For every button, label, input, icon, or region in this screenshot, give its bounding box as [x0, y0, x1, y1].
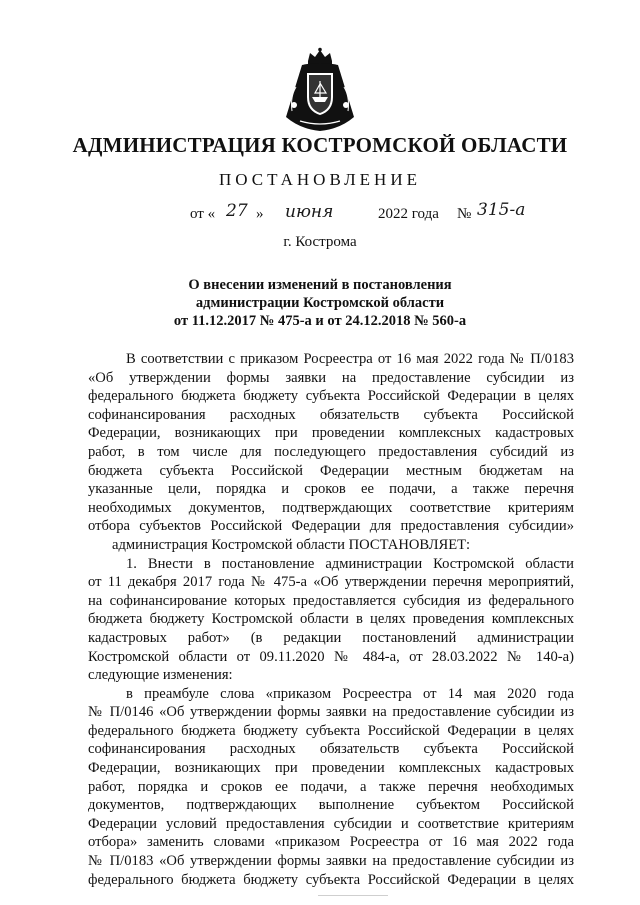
body-line: федерального бюджета бюджету субъекта Российской Федерации в целях [88, 388, 574, 405]
number-prefix: № [457, 206, 472, 222]
coat-of-arms-icon [280, 47, 360, 133]
body-line: 1. Внести в постановление администрации Костромской области [126, 555, 574, 572]
body-line: следующие изменения: [88, 667, 233, 684]
body-line: бюджета субъекта Российской Федерации местным бюджетам на [88, 462, 574, 479]
date-line [0, 200, 640, 230]
body-line: № П/0146 «Об утверждении формы заявки на предоставление субсидии из [88, 704, 574, 721]
body-line: софинансирования расходных обязательств субъекта Российской [88, 741, 574, 758]
document-body [88, 350, 574, 889]
body-line: № П/0183 «Об утверждении формы заявки на предоставление субсидии из [88, 853, 574, 870]
document-title [0, 276, 640, 330]
body-line: администрация Костромской области ПОСТАНОВЛЯЕТ: [112, 536, 471, 553]
body-line: «Об утверждении формы заявки на предоставление субсидии из [88, 369, 574, 386]
body-line: отбора субъектов Российской Федерации для предоставления субсидии» [88, 518, 574, 535]
organization-title: АДМИНИСТРАЦИЯ КОСТРОМСКОЙ ОБЛАСТИ [72, 133, 568, 157]
body-line: софинансирования расходных обязательств субъекта Российской [88, 406, 574, 423]
title-line: от 11.12.2017 № 475-а и от 24.12.2018 № 560-а [173, 313, 467, 329]
body-line: на софинансирование которых предоставляется субсидия из федерального [88, 592, 574, 609]
body-line: документов, подтверждающих выполнение субъектом Российской [88, 797, 574, 814]
body-line: Федерации условий предоставления субсидии и соответствие критериям [88, 815, 574, 832]
body-line: в преамбуле слова «приказом Росреестра от 14 мая 2020 года [126, 685, 574, 702]
body-line: Федерации, возникающих при проведении комплексных кадастровых [88, 425, 574, 442]
title-line: О внесении изменений в постановления [188, 277, 452, 293]
date-day-close: » [256, 206, 264, 222]
body-line: Федерации, возникающих при проведении комплексных кадастровых [88, 760, 574, 777]
body-line: указанные цели, порядка и сроков ее подачи, а также перечня [88, 481, 574, 498]
date-prefix: от « [190, 206, 216, 222]
date-day: 27 [226, 201, 248, 221]
document-type: ПОСТАНОВЛЕНИЕ [218, 170, 421, 189]
body-line: В соответствии с приказом Росреестра от 16 мая 2022 года № П/0183 [126, 351, 574, 367]
body-line: бюджета бюджету Костромской области в целях проведения комплексных [88, 611, 574, 628]
body-line: работ, в том числе для последующего предоставления субсидий из [88, 443, 574, 460]
body-line: от 11 декабря 2017 года № 475-а «Об утверждении перечня мероприятий, [88, 574, 574, 591]
page-footer-mark [318, 895, 388, 896]
body-line: отбора» заменить словами «приказом Росреестра от 16 мая 2022 года [88, 834, 574, 851]
date-year: 2022 года [378, 206, 439, 222]
body-line: кадастровых работ» (в редакции постановлений администрации [88, 629, 574, 646]
body-line: необходимых документов, подтверждающих соответствие критериям [88, 499, 574, 516]
body-line: Костромской области от 09.11.2020 № 484-а, от 28.03.2022 № 140-а) [88, 648, 574, 665]
body-line: работ, порядка и сроков ее подачи, а также перечня необходимых [88, 778, 574, 795]
document-number: 315-а [477, 200, 526, 220]
body-line: федерального бюджета бюджету субъекта Российской Федерации в целях [88, 871, 574, 888]
body-line: федерального бюджета бюджету субъекта Российской Федерации в целях [88, 722, 574, 739]
date-month: июня [285, 202, 334, 222]
city: г. Кострома [283, 234, 357, 250]
title-line: администрации Костромской области [195, 295, 445, 311]
